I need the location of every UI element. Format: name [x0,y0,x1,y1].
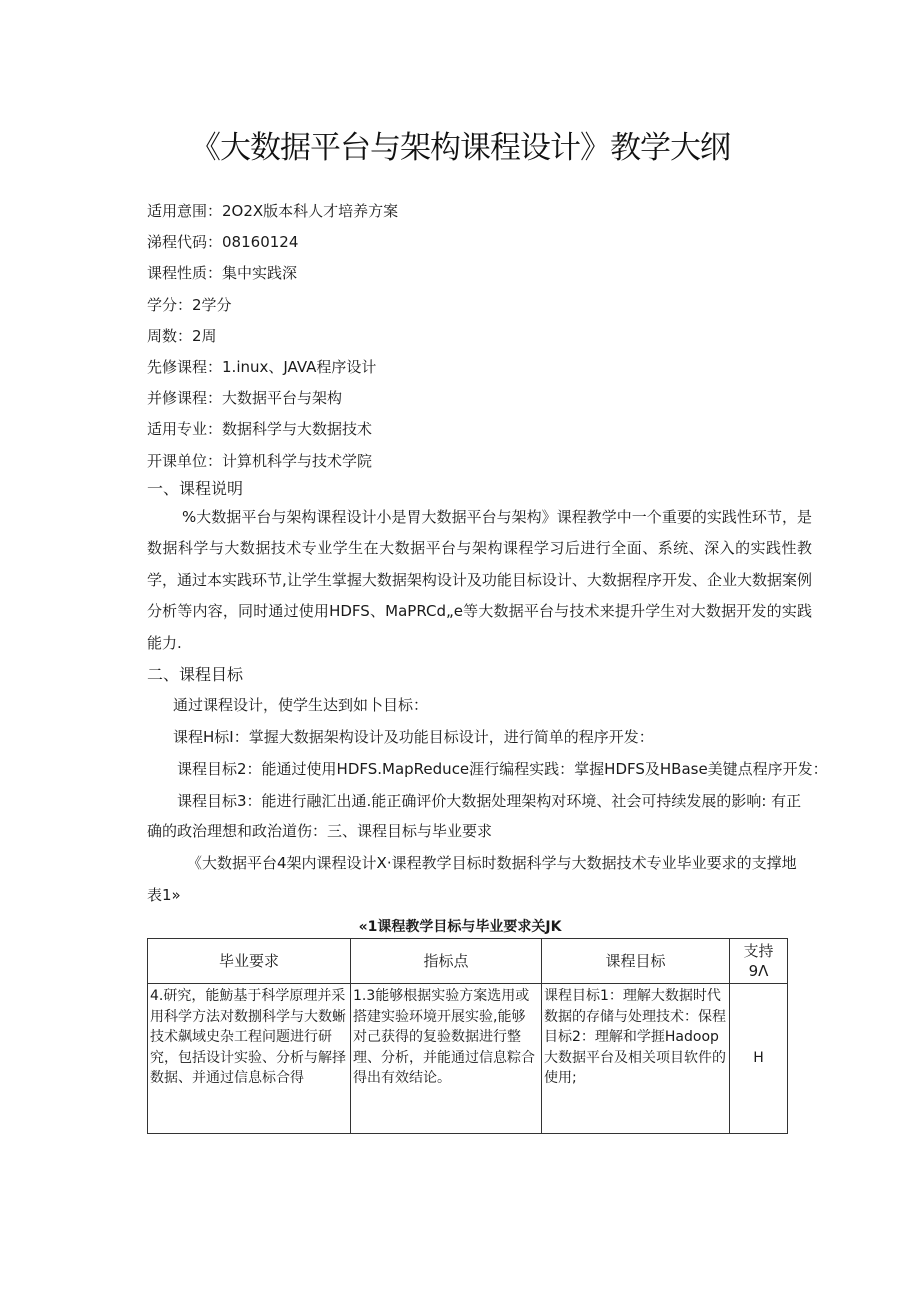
meta-value: 数据科学与大数据技术 [222,420,373,439]
objective-1: 课程H标I：掌握大数据架构设计及功能目标设计，进行简单的程序开发： [173,728,654,746]
header-graduation-requirement: 毕业要求 [148,939,351,984]
course-description-paragraph [147,502,812,659]
meta-value: 大数据平台与架构 [222,389,343,408]
cell-support: H [730,984,788,1134]
meta-label: 适用意围： [147,202,223,220]
meta-value: 集中实践深 [222,264,298,283]
meta-value: 2O2X版本科人才培养方案 [222,202,399,220]
course-description-text: %大数据平台与架构课程设计小是胃大数据平台与架构》课程教学中一个重要的实践性环节，是数据科学与大数据技术专业学生在大数据平台与架构课程学习后进行全面、系统、深入的实践性教学，通过本实践环节,让学生掌握大数据架构设计及功能目标设计、大数据程序开发、企业大数据案例分析等内容，同时通过使用HDFS、MaPRCd„e等大数据平台与技术来提升学生对大数据开发的实践能力. [147,508,812,652]
meta-course-nature [147,258,807,289]
table-caption: «1课程教学目标与毕业要求关JK [358,919,562,935]
objective-3-line-2: 确的政治理想和政治道伤：三、课程目标与毕业要求 [147,822,493,840]
meta-label: 课程性质： [147,264,223,283]
meta-credits [147,290,807,321]
support-statement-line-2: 表1» [147,886,181,904]
meta-value: 1.inux、JAVA程序设计 [222,357,377,376]
meta-prerequisites [147,352,807,383]
course-meta-list [147,196,807,477]
meta-label: 先修课程： [147,357,223,376]
section-heading-description: 一、课程说明 [147,479,244,498]
section-heading-objectives: 二、课程目标 [147,665,244,684]
cell-indicator: 1.3能够根据实验方案选用或搭建实验环境开展实验,能够对己获得的复验数据进行整理、分析，并能通过信息粽合得出有效结论。 [351,984,542,1134]
table-row [148,984,788,1134]
objective-3-line-1: 课程目标3：能进行融汇出通.能正确评价大数据处理架构对环境、社会可持续发展的影响: 有正 [177,792,802,810]
cell-requirement: 4.研究，能魴基于科学原理并采用科学方法对数捌科学与大数蜥技术飙域史杂工程问题进行研究，包括设计实验、分析与解择数据、并通过信息标合得 [148,984,351,1134]
meta-department [147,446,807,477]
meta-value: 2学分 [192,295,232,314]
meta-value: 08160124 [222,233,299,252]
objectives-intro: 通过课程设计，使学生达到如卜目标： [173,696,429,714]
meta-major [147,414,807,445]
document-title: 《大数据平台与架构课程设计》教学大纲 [190,130,730,166]
meta-value: 2周 [192,326,217,345]
header-course-goal: 课程目标 [542,939,730,984]
meta-value: 计算机科学与技术学院 [222,451,373,470]
objective-2: 课程目标2：能通过使用HDFS.MapReduce涯行编程实践：掌握HDFS及HBase美键点程序开发： [177,760,828,778]
meta-weeks [147,321,807,352]
meta-course-code [147,227,807,258]
header-support-line-2: 9Λ [748,962,769,980]
header-indicator: 指标点 [351,939,542,984]
table-header-row [148,939,788,984]
support-statement-line-1: 《大数据平台4架内课程设计X·课程教学目标时数据科学与大数据技术专业毕业要求的支撑地 [187,854,797,872]
meta-label: 适用专业： [147,420,223,439]
header-support [730,939,788,984]
header-support-line-1: 支持 [743,942,774,960]
meta-corequisites [147,383,807,414]
meta-label: 并修课程： [147,389,223,408]
meta-label: 学分： [147,295,193,314]
cell-goal: 课程目标1：理解大数据时代数据的存储与处理技术：保程目标2：理解和学捱Hadoop大数据平台及相关项目软件的使用; [542,984,730,1134]
objectives-requirements-table [147,938,788,1134]
meta-label: 涕程代码： [147,233,223,252]
meta-scope [147,196,807,227]
meta-label: 周数： [147,326,193,345]
meta-label: 开课单位： [147,451,223,470]
